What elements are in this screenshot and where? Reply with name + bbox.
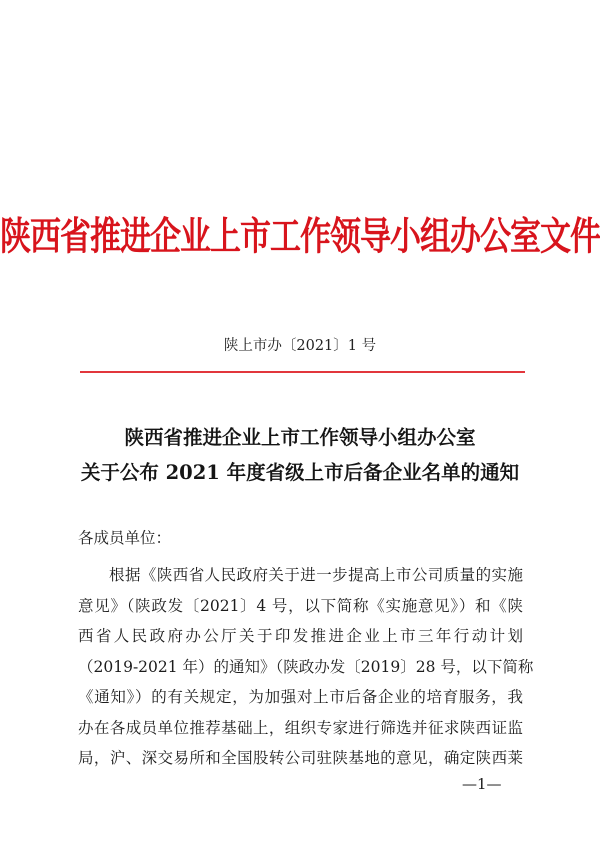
body-line: 西省人民政府办公厅关于印发推进企业上市三年行动计划 xyxy=(78,627,523,645)
body-line: 根据《陕西省人民政府关于进一步提高上市公司质量的实施 xyxy=(109,566,523,584)
page-number: —1— xyxy=(462,775,502,793)
body-line: 办在各成员单位推荐基础上，组织专家进行筛选并征求陕西证监 xyxy=(78,718,523,737)
body-paragraph xyxy=(78,560,534,774)
salutation: 各成员单位： xyxy=(78,529,172,547)
notice-title xyxy=(0,420,600,490)
red-separator-line xyxy=(80,371,525,373)
body-line: 意见》（陕政发〔2021〕4 号，以下简称《实施意见》）和《陕 xyxy=(78,596,523,615)
notice-title-line-1: 陕西省推进企业上市工作领导小组办公室 xyxy=(124,426,476,449)
body-line: （2019-2021 年）的通知》（陕政办发〔2019〕28 号，以下简称 xyxy=(78,657,534,676)
notice-title-line-2: 关于公布 2021 年度省级上市后备企业名单的通知 xyxy=(80,461,520,484)
body-line: 局，沪、深交易所和全国股转公司驻陕基地的意见，确定陕西莱 xyxy=(78,749,523,767)
issuer-header-title: 陕西省推进企业上市工作领导小组办公室文件 xyxy=(0,214,600,260)
document-number: 陕上市办〔2021〕1 号 xyxy=(223,338,377,354)
body-line: 《通知》）的有关规定，为加强对上市后备企业的培育服务，我 xyxy=(78,688,523,706)
